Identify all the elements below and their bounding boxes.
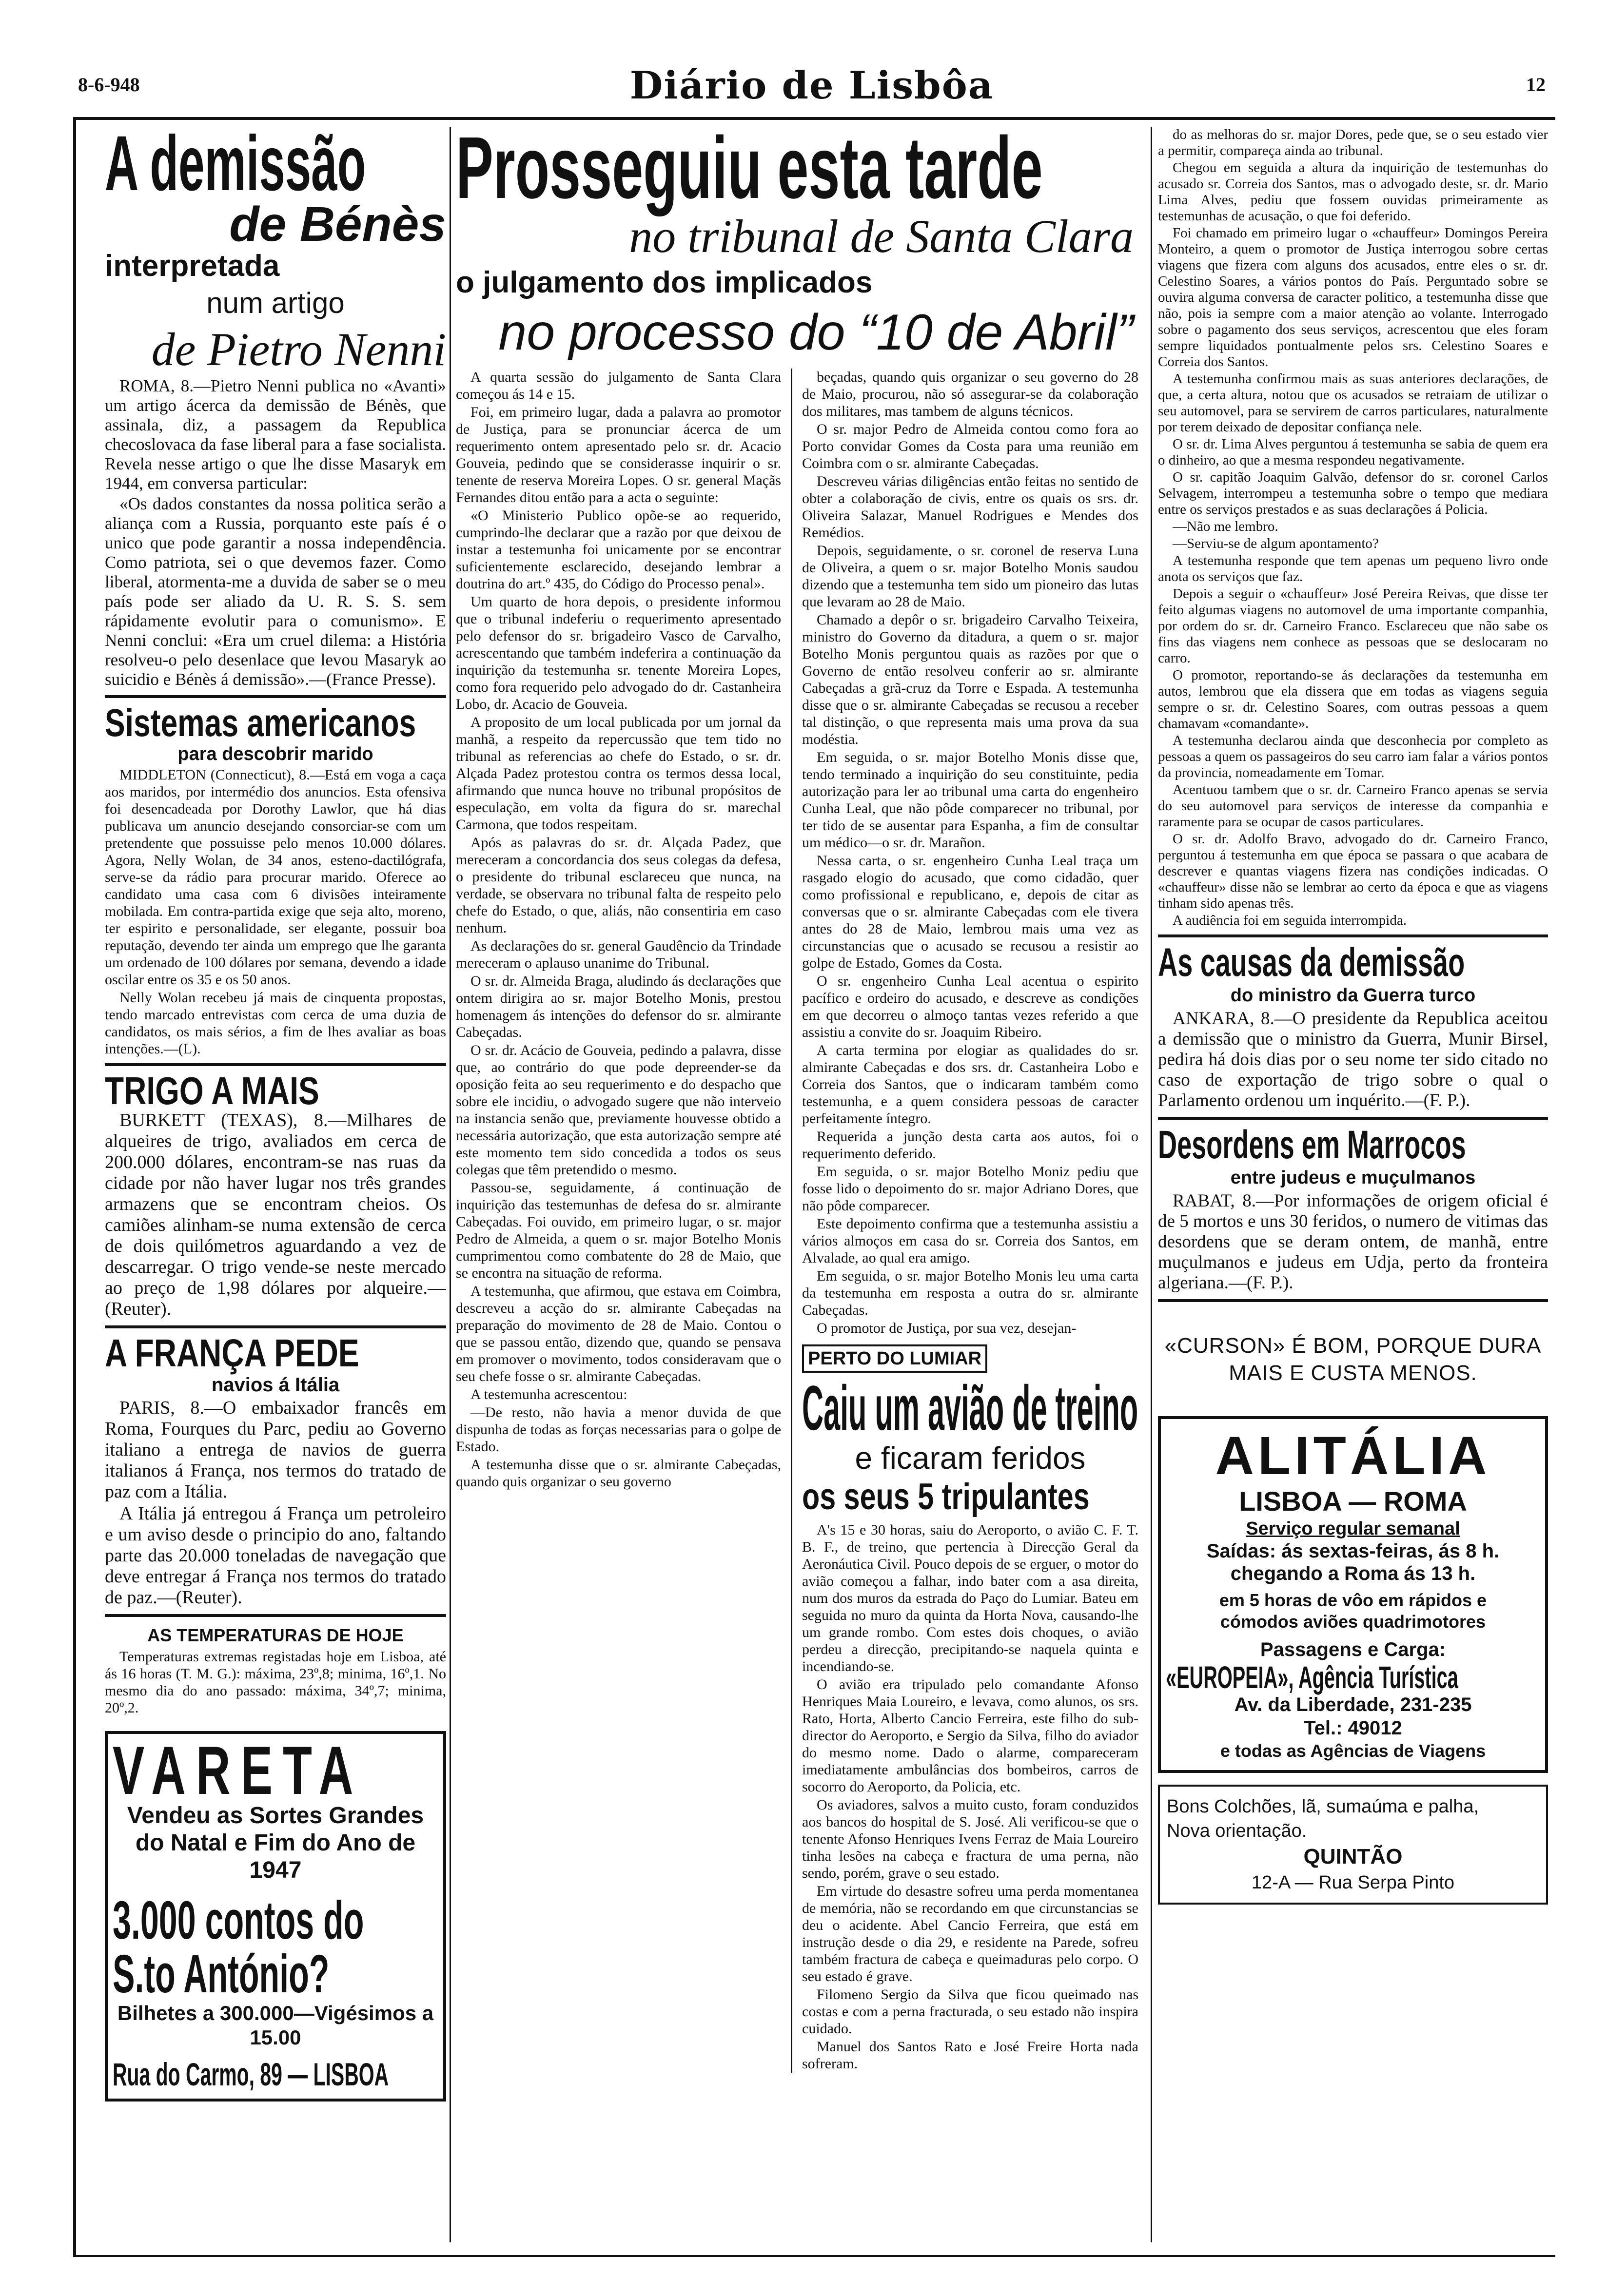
paragraph: Um quarto de hora depois, o presidente informou que o tribunal indeferiu o requerimento apresentado pelo defensor do sr. brigadeiro Vasco de Carvalho, acrescentando que também indeferira a continuação da inquirição da testemunha sr. tenente Moreira Lopes, como fora requerido pelo advogado do dr. Castanheira Lobo, dr. Acacio de Gouveia. [456, 594, 782, 712]
desordens-headline: Desordens em Marrocos [1158, 1123, 1466, 1167]
paragraph: A testemunha responde que tem apenas um pequeno livro onde anota os serviços que faz. [1158, 553, 1548, 584]
paragraph: Chamado a depôr o sr. brigadeiro Carvalho Teixeira, ministro do Governo da ditadura, a quem o sr. major Botelho Monis perguntou quais as razões por que o Governo de então resolveu conferir ao sr. almirante Cabeçadas a grã-cruz da Torre e Espada. A testemunha disse que o sr. almirante Cabeçadas se recusou a receber tal distinção, o que representa mais uma prova da sua modéstia. [802, 612, 1138, 747]
paragraph: Filomeno Sergio da Silva que ficou queimado nas costas e com a perna fracturada, o seu estado não inspira cuidado. [802, 1986, 1138, 2037]
paragraph: Passou-se, seguidamente, á continuação de inquirição das testemunhas de defesa do sr. almirante Cabeçadas. Foi ouvido, em primeiro lugar, o sr. major Pedro de Almeida, a quem o sr. major Botelho Monis cumprimentou como combatente do 28 de Maio, que se encontra na situação de reforma. [456, 1180, 782, 1281]
vareta-line2: 3.000 contos do [113, 1890, 364, 1950]
paragraph: Descreveu várias diligências então feitas no sentido de obter a colaboração de civis, entre os quais os srs. dr. Oliveira Salazar, Manuel Rodrigues e Mendes dos Remédios. [802, 473, 1138, 541]
paragraph: Acentuou tambem que o sr. dr. Carneiro Franco apenas se servia do seu automovel para serviços de interesse da companhia e raramente para se ocupar de casos particulares. [1158, 782, 1548, 830]
prosseguiu-col-b [802, 369, 1138, 1337]
paragraph: A proposito de um local publicada por um jornal da manhã, a respeito da repercussão que tem tido no tribunal as referencias ao chefe do Estado, o sr. dr. Alçada Padez protestou contra os termos dessa local, afirmando que nunca houve no tribunal propósitos de especulação, em volta da figura do sr. marechal Carmona, que todos respeitam. [456, 714, 782, 833]
rule [1158, 1299, 1548, 1302]
paragraph: A Itália já entregou á França um petroleiro e um aviso desde o principio do ano, faltando parte das 20.000 toneladas de navegação que deve entregar á França nos termos do tratado de paz.—(Reuter). [105, 1503, 446, 1608]
paragraph: beçadas, quando quis organizar o seu governo do 28 de Maio, procurou, não só assegurar-se da colaboração dos militares, mas tambem de alguns técnicos. [802, 369, 1138, 419]
lumiar-subhead-1: e ficaram feridos [855, 1440, 1086, 1476]
vareta-line1: Vendeu as Sortes Grandes do Natal e Fim do Ano de 1947 [127, 1803, 424, 1883]
paragraph: Depois, seguidamente, o sr. coronel de reserva Luna de Oliveira, a quem o sr. major Botelho Monis saudou dizendo que a testemunha tem sido um pioneiro das lutas que levaram ao 28 de Maio. [802, 543, 1138, 610]
causas-subhead: do ministro da Guerra turco [1230, 985, 1476, 1006]
paragraph: RABAT, 8.—Por informações de origem oficial é de 5 mortos e uns 30 feridos, o numero de vitimas das desordens que se deram ontem, de manhã, entre muçulmanos e judeus em Udja, perto da fronteira algeriana.—(F. P.). [1158, 1191, 1548, 1293]
vareta-line4: Bilhetes a 300.000—Vigésimos a 15.00 [117, 2002, 434, 2049]
masthead: Diário de Lisbôa [629, 63, 994, 108]
paragraph: O sr. dr. Almeida Braga, aludindo ás declarações que ontem dirigira ao sr. major Botelho Monis, prestou homenagem ás intenções do defensor do sr. almirante Cabeçadas. [456, 973, 782, 1040]
colchoes-ad [1158, 1785, 1548, 1905]
alitalia-route: LISBOA — ROMA [1239, 1486, 1467, 1517]
desordens-subhead: entre judeus e muçulmanos [1230, 1167, 1476, 1188]
paragraph: Temperaturas extremas registadas hoje em Lisboa, até ás 16 horas (T. M. G.): máxima, 23º,8; minima, 16º,1. No mesmo dia do ano passado: máxima, 34º,7; minima, 20º,2. [105, 1649, 446, 1716]
sistemas-article [105, 701, 446, 1057]
paragraph: Nelly Wolan recebeu já mais de cinquenta propostas, tendo marcado entrevistas com cerca de uma duzia de candidatos, os mais sérios, a fim de lhes avaliar as boas intenções.—(L). [105, 990, 446, 1057]
paragraph: Foi, em primeiro lugar, dada a palavra ao promotor de Justiça, para se pronunciar ácerca de um requerimento ontem apresentado pelo sr. dr. Acacio Gouveia, pedindo que se considerasse inquirir o sr. tenente de reserva Moreira Lopes. O sr. general Maçãs Fernandes ditou então para a acta o seguinte: [456, 404, 782, 506]
paragraph: Os aviadores, salvos a muito custo, foram conduzidos aos bancos do hospital de S. José. Ali verificou-se que o tenente Afonso Henriques Ivens Ferraz de Maia Loureiro tinha lesões na cabeça e fractura de uma perna, não sendo, porém, grave o seu estado. [802, 1797, 1138, 1881]
paragraph: A testemunha, que afirmou, que estava em Coimbra, descreveu a acção do sr. almirante Cabeçadas na preparação do movimento de 28 de Maio. Contou o que se passou então, dizendo que, quando se pensava em promover o movimento, todos consideravam que o seu chefe fosse o sr. almirante Cabeçadas. [456, 1283, 782, 1384]
alitalia-line: Saídas: ás sextas-feiras, ás 8 h. [1206, 1540, 1500, 1562]
colchoes-name: QUINTÃO [1303, 1845, 1403, 1868]
paragraph: ROMA, 8.—Pietro Nenni publica no «Avanti» um artigo ácerca da demissão de Bénès, que assinala, diz, a passagem da Republica checoslovaca da fase liberal para a fase socialista. Revela nesse artigo o que lhe disse Masaryk em 1944, em conversa particular: [105, 376, 446, 493]
trigo-headline: TRIGO A MAIS [105, 1069, 319, 1112]
paragraph: «O Ministerio Publico opõe-se ao requerido, cumprindo-lhe declarar que a razão por que deixou de instar a testemunha foi unicamente por se encontrar suficientemente esclarecido, desejando lembrar a doutrina do art.º 435, do Código do Processo penal». [456, 507, 782, 592]
paragraph: «Os dados constantes da nossa politica serão a aliança com a Russia, porquanto este país é o unico que pode garantir a nossa independência. Como patriota, sei o que devemos fazer. Como liberal, atormenta-me a duvida de saber se o meu país pode ser aliado da U. R. S. S. sem rápidamente evolutir para o comunismo». E Nenni conclui: «Era um cruel dilema: a História resolveu-o pelo desenlace que levou Masaryk ao suicidio e Bénès á demissão».—(France Presse). [105, 494, 446, 689]
julgamento-continuation [1158, 127, 1548, 929]
franca-subhead: navios á Itália [211, 1374, 340, 1396]
paragraph: Requerida a junção desta carta aos autos, foi o requerimento deferido. [802, 1129, 1138, 1162]
paragraph: PARIS, 8.—O embaixador francês em Roma, Fourques du Parc, pediu ao Governo italiano a entrega de navios de guerra italianos á França, nos termos do tratado de paz com a Itália. [105, 1398, 446, 1502]
prosseguiu-headline-4: no processo do “10 de Abril” [498, 304, 1134, 361]
paragraph: ANKARA, 8.—O presidente da Republica aceitou a demissão que o ministro da Guerra, Munir Birsel, pedira há dois dias por o seu nome ter sido citado no caso de exportação de trigo sobre o qual o Parlamento ordenou um inquérito.—(F. P.). [1158, 1009, 1548, 1110]
rule [1158, 1117, 1548, 1120]
demissao-article [105, 127, 446, 689]
lumiar-subhead-2: os seus 5 tripulantes [802, 1476, 1090, 1518]
alitalia-line: e todas as Agências de Viagens [1220, 1741, 1486, 1761]
paragraph: A's 15 e 30 horas, saiu do Aeroporto, o avião C. F. T. B. F., de treino, que pertencia à Direcção Geral da Aeronáutica Civil. Pouco depois de se erguer, o motor do avião começou a falhar, indo bater com a asa direita, num dos muros da estrada do Paço do Lumiar. Bateu em seguida no muro da quinta da Horta Nova, causando-lhe um grande rombo. Com estes dois choques, o avião perdeu a direcção, precipitando-se naquela quinta e incendiando-se. [802, 1522, 1138, 1674]
causas-body [1158, 1009, 1548, 1111]
paragraph: O sr. major Pedro de Almeida contou como fora ao Porto convidar Gomes da Costa para uma reunião em Coimbra com o sr. almirante Cabeçadas. [802, 421, 1138, 471]
temperaturas-headline: AS TEMPERATURAS DE HOJE [147, 1625, 404, 1645]
paragraph: O sr. dr. Lima Alves perguntou á testemunha se sabia de quem era o dinheiro, ao que a mesma respondeu negativamente. [1158, 436, 1548, 468]
left-column [105, 127, 446, 2242]
alitalia-agency: «EUROPEIA», Agência Turística [1166, 1660, 1458, 1695]
paragraph: —Não me lembro. [1173, 519, 1278, 534]
alitalia-line: cómodos aviões quadrimotores [1220, 1612, 1486, 1632]
paragraph: O promotor de Justiça, por sua vez, desejan- [817, 1320, 1077, 1336]
paragraph: O sr. dr. Adolfo Bravo, advogado do dr. Carneiro Franco, perguntou á testemunha em que época se passara o que acabara de descrever e quantas viagens fizera nas condições indicadas. O «chauffeur» disse não se lembrar ao certo da época e que as viagens tinham sido apenas três. [1158, 831, 1548, 911]
demissao-headline-2: de Bénès [229, 197, 446, 252]
sistemas-body [105, 766, 446, 1057]
paragraph: do as melhoras do sr. major Dores, pede que, se o seu estado vier a permitir, compareça ainda ao tribunal. [1158, 127, 1548, 158]
demissao-headline-3: interpretada [105, 249, 280, 283]
lumiar-kicker: PERTO DO LUMIAR [802, 1344, 987, 1373]
paragraph: A testemunha declarou ainda que desconhecia por completo as pessoas a quem os passageiros do seu carro iam falar a vários pontos da provincia, nomeadamente em Tomar. [1158, 733, 1548, 780]
prosseguiu-headline-3: o julgamento dos implicados [456, 266, 873, 299]
paragraph: Foi chamado em primeiro lugar o «chauffeur» Domingos Pereira Monteiro, a quem o promotor de Justiça interrogou sobre certas viagens que fizera com alguns dos acusados, entre eles o sr. dr. Celestino Soares, a vários pontos do País. Perguntado sobre se ouvira alguma conversa de caracter politico, a testemunha disse que não, pois ia sempre com a maior atenção ao volante. Interrogado sobre o pagamento dos seus serviços, acrescentou que eles foram sempre liquidados pontualmente pelos srs. Celestino Soares e Correia dos Santos. [1158, 225, 1548, 370]
sistemas-subhead: para descobrir marido [177, 744, 373, 764]
alitalia-line: chegando a Roma ás 13 h. [1230, 1563, 1476, 1584]
prosseguiu-headline: Prosseguiu esta tarde [456, 127, 1043, 217]
prosseguiu-headline-2: no tribunal de Santa Clara [629, 210, 1134, 262]
paragraph: Depois a seguir o «chauffeur» José Pereira Reivas, que disse ter feito algumas viagens no automovel de uma importante companhia, por ordem do sr. dr. Carneiro Franco. Esclareceu que não sabe os fins das viagens nem conhece as pessoas que se deslocaram no carro. [1158, 586, 1548, 666]
demissao-body [105, 376, 446, 689]
paragraph: O sr. engenheiro Cunha Leal acentua o espirito pacífico e ordeiro do acusado, e descreve as condições em que decorreu o almoço tantas vezes referido a que assistiu a convite do sr. Joaquim Ribeiro. [802, 973, 1138, 1040]
franca-headline: A FRANÇA PEDE [105, 1331, 359, 1375]
paragraph: O avião era tripulado pelo comandante Afonso Henriques Maia Loureiro, e levava, como alunos, os srs. Rato, Horta, Alberto Cancio Ferreira, este filho do sub-director do Aeroporto, e Sergio da Silva, filho do aviador do mesmo nome. Dado o alarme, compareceram imediatamente ambulâncias dos bombeiros, carros de socorro do Aeroporto, da Policia, etc. [802, 1676, 1138, 1795]
paragraph: —De resto, não havia a menor duvida de que dispunha de todas as forças necessarias para o golpe de Estado. [456, 1404, 782, 1455]
page-number: 12 [1526, 74, 1546, 96]
paragraph: A quarta sessão do julgamento de Santa Clara começou ás 14 e 15. [456, 369, 782, 402]
causas-headline: As causas da demissão [1158, 940, 1465, 985]
column-rule [1151, 127, 1152, 2242]
colchoes-line: Bons Colchões, lã, sumaúma e palha, [1167, 1796, 1479, 1817]
paragraph: BURKETT (TEXAS), 8.—Milhares de alqueires de trigo, avaliados em cerca de 200.000 dólares, encontram-se nas ruas da cidade por não haver lugar nos três grandes armazens que se encontram cheios. Os camiões alinham-se numa extensão de cerca de dois quilómetros aguardando a vez de descarregar. O trigo vende-se neste mercado ao preço de 1,98 dólares por alqueire.—(Reuter). [105, 1110, 446, 1319]
vareta-line3: S.to António? [113, 1944, 330, 2004]
rule [1158, 934, 1548, 937]
alitalia-line: Passagens e Carga: [1260, 1639, 1446, 1660]
paragraph: Chegou em seguida a altura da inquirição de testemunhas do acusado sr. Correia dos Santos, mas o advogado deste, sr. dr. Mario Lima Alves, pediu que fossem ouvidas primeiramente as testemunhas de acusação, o que foi deferido. [1158, 160, 1548, 224]
alitalia-line: Av. da Liberdade, 231-235 [1234, 1694, 1472, 1715]
headline-line: A demissão [105, 127, 366, 207]
paragraph: Este depoimento confirma que a testemunha assistiu a vários almoços em casa do sr. Correia dos Santos, em Alvalade, ao qual era amigo. [802, 1216, 1138, 1266]
desordens-article [1158, 1123, 1548, 1293]
alitalia-line: Serviço regular semanal [1246, 1518, 1460, 1539]
paragraph: As declarações do sr. general Gaudêncio da Trindade mereceram o aplauso unanime do Tribunal. [456, 938, 782, 971]
paragraph: Em virtude do desastre sofreu uma perda momentanea de memória, não se recordando em que circunstancias se deu o acidente. Abel Cancio Ferreira, que está em instrução desde o dia 29, e residente na Parede, sofreu também fractura de cabeça e queimaduras pelo corpo. O seu estado é grave. [802, 1883, 1138, 1985]
paragraph: A testemunha acrescentou: [470, 1386, 627, 1402]
rule [105, 695, 446, 698]
paragraph: A carta termina por elogiar as qualidades do sr. almirante Cabeçadas e dos srs. dr. Castanheira Lobo e Correia dos Santos, que o indicaram também como testemunha, e a quem considera pessoas de caracter perfeitamente íntegro. [802, 1042, 1138, 1127]
curson-ad: «CURSON» É BOM, PORQUE DURA MAIS E CUSTA MENOS. [1164, 1334, 1542, 1385]
paragraph: O sr. dr. Acácio de Gouveia, pedindo a palavra, disse que, ao contrário do que pode depreender-se da oposição feita ao seu requerimento e do despacho que sobre ele incidiu, o advogado sugere que não interveio na instancia senão que, previamente houvesse obtido a necessária autorização, que esta autorização sempre até este momento tem sido concedida a todos os seus colegas que têm pretendido o mesmo. [456, 1042, 782, 1178]
paragraph: A testemunha disse que o sr. almirante Cabeçadas, quando quis organizar o seu governo [456, 1457, 782, 1490]
alitalia-ad [1158, 1416, 1548, 1773]
paragraph: —Serviu-se de algum apontamento? [1173, 536, 1379, 551]
page-header [68, 58, 1555, 112]
column-rule [450, 127, 451, 2242]
demissao-headline [105, 127, 446, 207]
rule [105, 1063, 446, 1066]
center-column [456, 127, 1138, 2242]
franca-body [105, 1398, 446, 1608]
issue-date: 8-6-948 [78, 74, 140, 96]
paragraph: Nessa carta, o sr. engenheiro Cunha Leal traça um rasgado elogio do acusado, que como cidadão, quer como profissional e republicano, e, depois de citar as conversas que o sr. almirante Cabeçadas com ele tivera antes do 28 de Maio, lembrou mais uma vez as circunstancias que o acusado se recusou a resistir ao golpe de Estado, Gomes da Costa. [802, 853, 1138, 971]
vareta-ad [105, 1731, 446, 2101]
desordens-body [1158, 1191, 1548, 1293]
right-column [1158, 127, 1548, 2242]
alitalia-title: ALITÁLIA [1215, 1426, 1491, 1486]
trigo-article [105, 1069, 446, 1320]
alitalia-line: Tel.: 49012 [1304, 1717, 1402, 1739]
vareta-line5: Rua do Carmo, 89 — LISBOA [113, 2056, 389, 2092]
franca-article [105, 1331, 446, 1608]
causas-article [1158, 940, 1548, 1111]
paragraph: Manuel dos Santos Rato e José Freire Horta nada sofreram. [802, 2039, 1138, 2072]
paragraph: O sr. capitão Joaquim Galvão, defensor do sr. coronel Carlos Selvagem, interrompeu a testemunha sobre o tempo que mediara entre os serviços prestados e as suas declarações á Policia. [1158, 469, 1548, 517]
temperaturas-body [105, 1648, 446, 1716]
rule [105, 1614, 446, 1617]
prosseguiu-headline-block [456, 127, 1138, 363]
colchoes-line: Nova orientação. [1167, 1821, 1307, 1841]
paragraph: A audiência foi em seguida interrompida. [1173, 913, 1407, 928]
lumiar-article [802, 1344, 1138, 2072]
temperaturas-article [105, 1623, 446, 1716]
colchoes-address: 12-A — Rua Serpa Pinto [1251, 1872, 1455, 1893]
rule [105, 1325, 446, 1328]
paragraph: Após as palavras do sr. dr. Alçada Padez, que mereceram a concordancia dos seus colegas da defesa, o presidente do tribunal esclareceu que nunca, na verdade, se observara no tribunal falta de respeito pelo chefe do Estado, o que, aliás, não consentiria em caso nenhum. [456, 835, 782, 936]
demissao-headline-4: num artigo [206, 287, 345, 319]
lumiar-body [802, 1521, 1138, 2072]
trigo-body [105, 1110, 446, 1320]
paragraph: Em seguida, o sr. major Botelho Monis leu uma carta da testemunha em resposta a outra do sr. almirante Cabeçadas. [802, 1268, 1138, 1318]
sistemas-headline: Sistemas americanos [105, 701, 416, 744]
lumiar-headline: Caiu um avião de treino [802, 1372, 1138, 1443]
demissao-headline-5: de Pietro Nenni [151, 323, 446, 375]
paragraph: MIDDLETON (Connecticut), 8.—Está em voga a caça aos maridos, por intermédio dos anuncios. Esta ofensiva foi desencadeada por Dorothy Lawlor, que há dias publicava um anuncio desejando consorciar-se com um pretendente que possuisse pelo menos 10.000 dólares. Agora, Nelly Wolan, de 34 anos, esteno-dactilógrafa, serve-se da rádio para procurar marido. Oferece ao candidato uma casa com 6 divisões inteiramente mobilada. Em contra-partida exige que seja alto, moreno, ter espirito e personalidade, ser elegante, possuir boa reputação, devendo ter ainda um emprego que lhe garanta um ordenado de 100 dólares por semana, devendo a idade oscilar entre os 35 e os 50 anos. [105, 767, 446, 988]
prosseguiu-col-a [456, 369, 781, 2073]
paragraph: A testemunha confirmou mais as suas anteriores declarações, de que, a certa altura, notou que os acusados se retraiam de utilizar o seu automovel, para se servirem de carros particulares, naturalmente por terem deixado de depositar confiança nele. [1158, 371, 1548, 435]
paragraph: Em seguida, o sr. major Botelho Monis disse que, tendo terminado a inquirição do seu constituinte, pedia autorização para ler ao tribunal uma carta do engenheiro Cunha Leal, que não pôde comparecer no tribunal, por ter tido de se ausentar para Espanha, a fim de consultar um médico—o sr. dr. Marañon. [802, 749, 1138, 851]
paragraph: Em seguida, o sr. major Botelho Moniz pediu que fosse lido o depoimento do sr. major Adriano Dores, que não pôde comparecer. [802, 1164, 1138, 1214]
vareta-title: VARETA [113, 1732, 364, 1809]
paragraph: O promotor, reportando-se ás declarações da testemunha em autos, lembrou que ela dissera que em todas as viagens seguia sempre o sr. dr. Celestino Soares, com outras pessoas a quem chamavam «comandante». [1158, 667, 1548, 731]
alitalia-line: em 5 horas de vôo em rápidos e [1219, 1590, 1487, 1610]
